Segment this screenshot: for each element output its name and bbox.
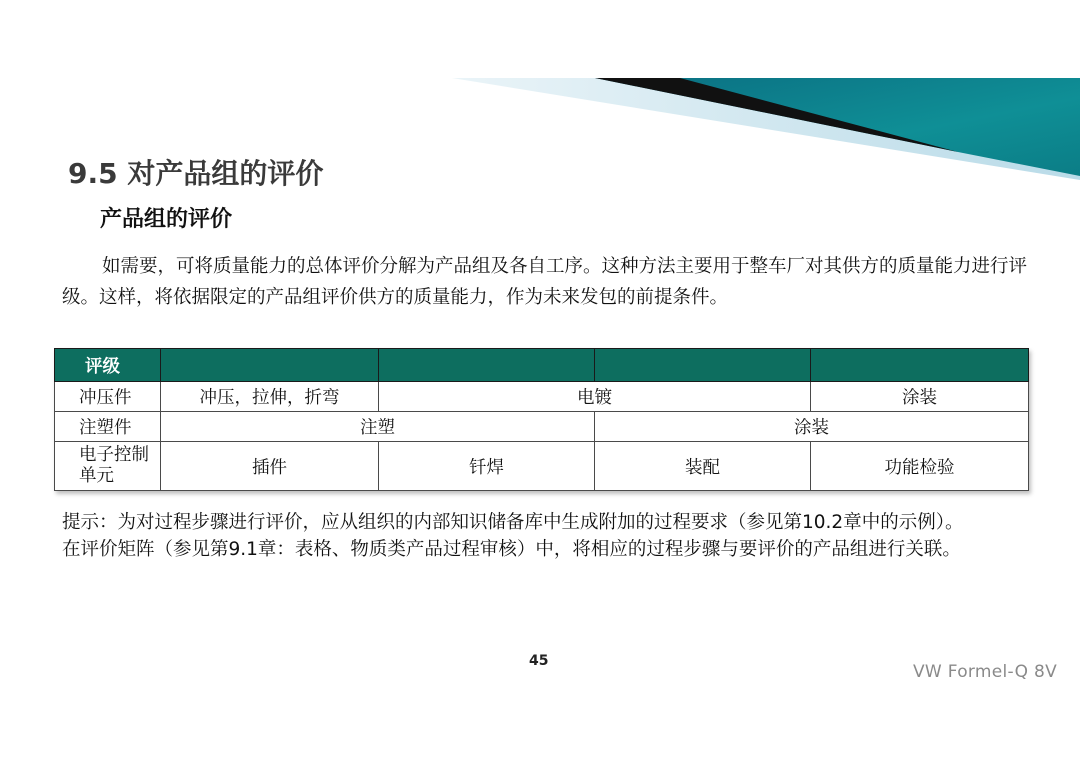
body-paragraph: 如需要，可将质量能力的总体评价分解为产品组及各自工序。这种方法主要用于整车厂对其供方的质量能力进行评级。这样，将依据限定的产品组评价供方的质量能力，作为未来发包的前提条件。 [62, 256, 1028, 308]
table-row [55, 382, 1029, 412]
table-cell: 装配 [595, 442, 811, 491]
table-header-cell [379, 349, 595, 382]
table-cell: 插件 [161, 442, 379, 491]
note-paragraph: 在评价矩阵（参见第9.1章：表格、物质类产品过程审核）中，将相应的过程步骤与要评价的产品组进行关联。 [62, 539, 961, 560]
table-cell: 涂装 [811, 382, 1029, 412]
row-label: 电子控制单元 [55, 442, 161, 491]
table-cell: 涂装 [595, 412, 1029, 442]
row-label: 冲压件 [55, 382, 161, 412]
table-row [55, 412, 1029, 442]
table-header-cell [595, 349, 811, 382]
page-number: 45 [529, 653, 549, 669]
note-paragraph: 提示：为对过程步骤进行评价，应从组织的内部知识储备库中生成附加的过程要求（参见第10.2章中的示例）。 [62, 512, 964, 533]
product-group-rating-table [54, 348, 1029, 491]
table-cell: 功能检验 [811, 442, 1029, 491]
subtitle: 产品组的评价 [100, 207, 233, 232]
footer-brand: VW Formel-Q 8V [913, 662, 1058, 682]
table-header-row [55, 349, 1029, 382]
table-cell: 注塑 [161, 412, 595, 442]
table-row [55, 442, 1029, 491]
note-block [62, 509, 1030, 563]
table-cell: 电镀 [379, 382, 811, 412]
section-title: 9.5 对产品组的评价 [68, 157, 324, 190]
table-header-rating: 评级 [55, 349, 161, 382]
table-header-cell [811, 349, 1029, 382]
row-label: 注塑件 [55, 412, 161, 442]
table-header-cell [161, 349, 379, 382]
table-cell: 冲压，拉伸，折弯 [161, 382, 379, 412]
table-cell: 钎焊 [379, 442, 595, 491]
